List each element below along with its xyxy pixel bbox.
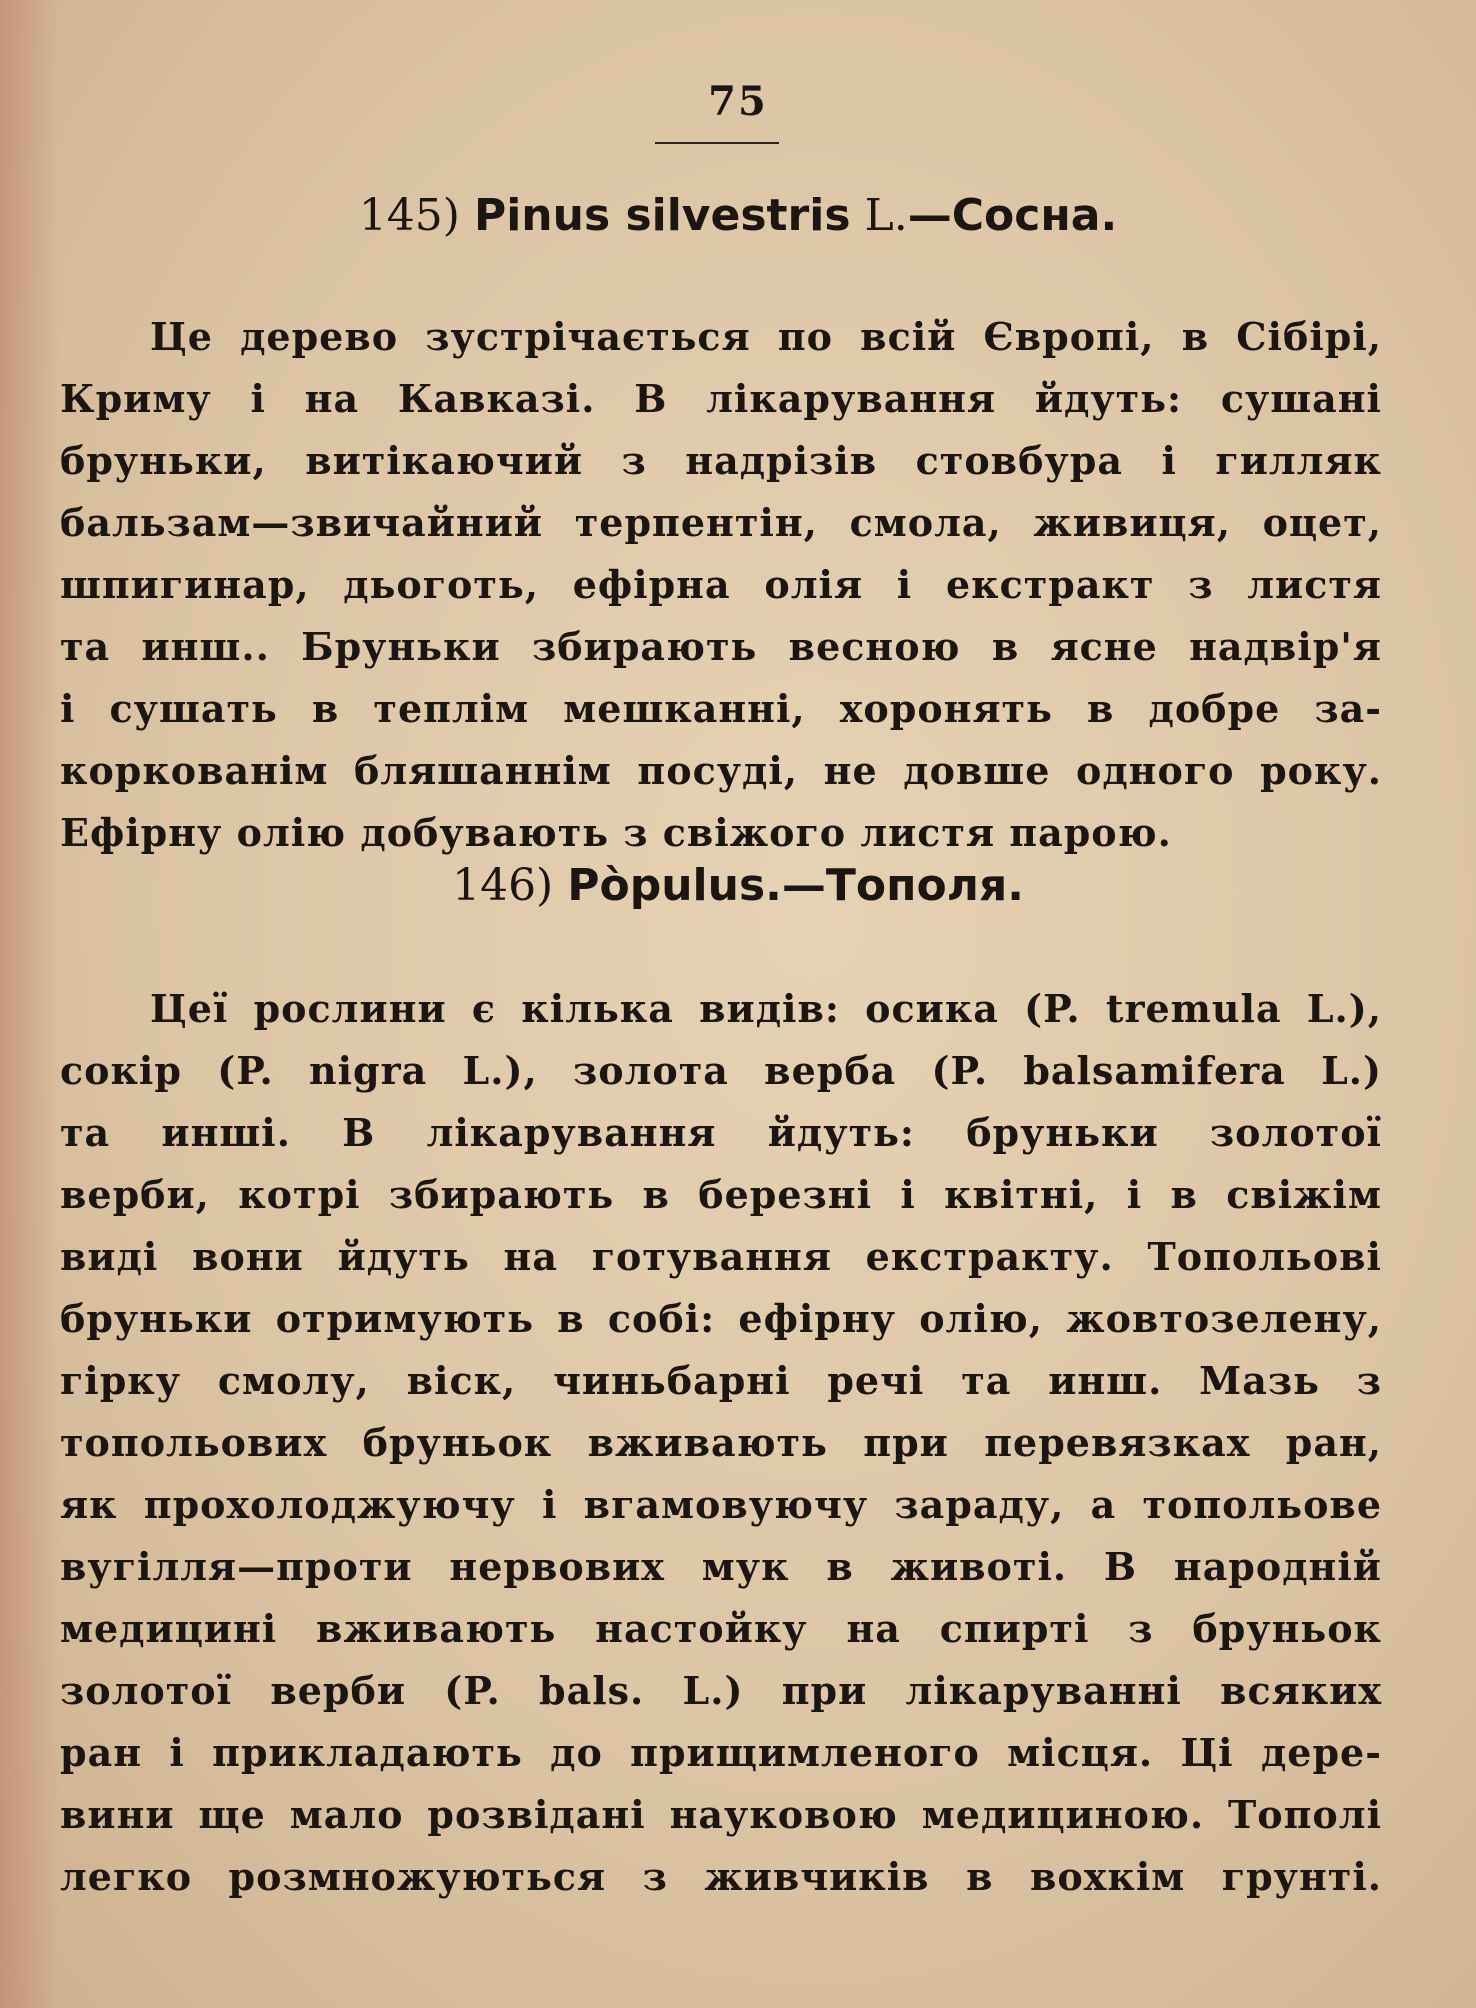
common-name: Сосна. (951, 190, 1118, 241)
text-line: вугілля—проти нервових мук в животі. В народній (60, 1544, 1382, 1589)
heading-separator: — (907, 190, 952, 241)
text-line: та инші. В лікарування йдуть: бруньки золотої (60, 1110, 1382, 1155)
text-line: вини ще мало розвідані науковою медициною. Тополі (60, 1792, 1382, 1837)
text-line: шпигинар, дьоготь, ефірна олія і екстракт з листя (60, 562, 1382, 607)
text-line: топольових бруньок вживають при перевязках ран, (60, 1420, 1382, 1465)
latin-name: Pòpulus. (567, 860, 782, 911)
text-line: гірку смолу, віск, чиньбарні речі та инш. Мазь з (60, 1358, 1382, 1403)
paragraph-populus (60, 978, 1382, 1908)
text-line: легко розмножуються з живчиків в вохкім грунті. (60, 1854, 1382, 1899)
common-name: Тополя. (825, 860, 1024, 911)
text-line: коркованім бляшаннім посуді, не довше одного року. (60, 748, 1382, 793)
text-line: та инш.. Бруньки збирають весною в ясне надвір'я (60, 624, 1382, 669)
text-line: верби, котрі збирають в березні і квітні, і в свіжім (60, 1172, 1382, 1217)
section-number: 146) (452, 860, 554, 911)
text-line: бруньки, витікаючий з надрізів стовбура і гилляк (60, 438, 1382, 483)
paragraph-pinus (60, 306, 1382, 864)
author-abbrev: L. (864, 190, 908, 241)
text-line: Криму і на Кавказі. В лікарування йдуть: сушані (60, 376, 1382, 421)
text-line: бальзам—звичайний терпентін, смола, живиця, оцет, (60, 500, 1382, 545)
text-line: медицині вживають настойку на спирті з бруньок (60, 1606, 1382, 1651)
page-edge-shadow (0, 0, 60, 2008)
text-line: Це дерево зустрічається по всій Європі, в Сібірі, (150, 314, 1382, 359)
text-line: ран і прикладають до прищимленого місця. Ці дере- (60, 1730, 1382, 1775)
text-line: Ефірну олію добувають з свіжого листя парою. (60, 810, 1172, 855)
latin-name: Pinus silvestris (473, 190, 851, 241)
section-heading-populus (0, 860, 1476, 911)
text-line: виді вони йдуть на готування екстракту. Топольові (60, 1234, 1382, 1279)
page-number: 75 (708, 78, 768, 125)
section-heading-pinus (0, 190, 1476, 241)
text-line: сокір (P. nigra L.), золота верба (P. balsamifera L.) (60, 1048, 1382, 1093)
page-number-rule (655, 142, 779, 144)
text-line: і сушать в теплім мешканні, хоронять в добре за- (60, 686, 1382, 731)
section-number: 145) (358, 190, 460, 241)
text-line: золотої верби (P. bals. L.) при лікаруванні всяких (60, 1668, 1382, 1713)
heading-separator: — (781, 860, 826, 911)
text-line: бруньки отримують в собі: ефірну олію, жовтозелену, (60, 1296, 1382, 1341)
text-line: як прохолоджуючу і вгамовуючу зараду, а топольове (60, 1482, 1382, 1527)
text-line: Цеї рослини є кілька видів: осика (P. tremula L.), (150, 986, 1382, 1031)
